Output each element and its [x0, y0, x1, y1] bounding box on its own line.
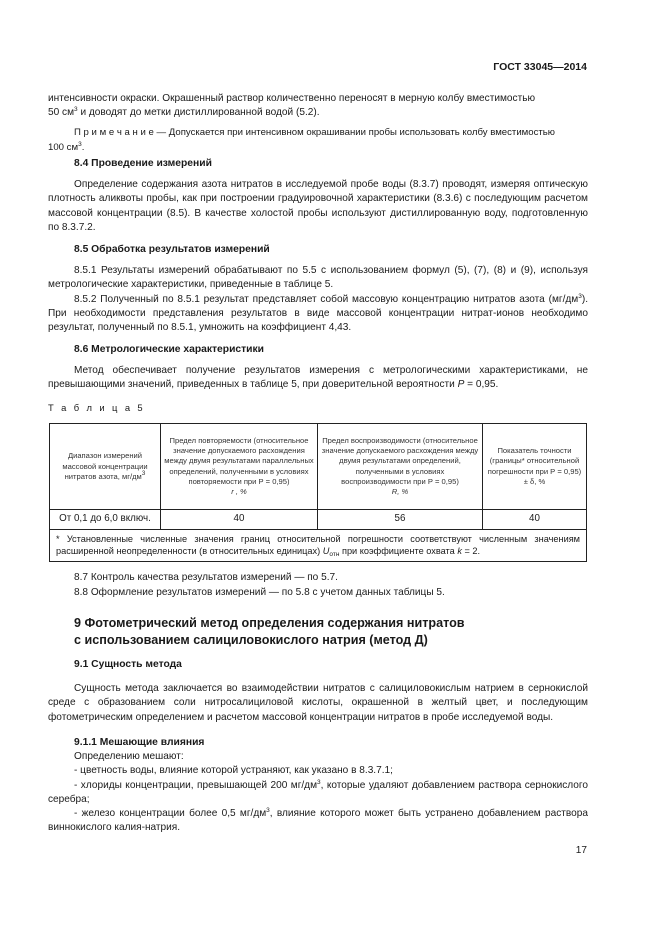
table-caption: Т а б л и ц а 5 [48, 402, 146, 413]
cell-delta: 40 [483, 510, 587, 529]
col-header-accuracy: Показатель точности (границы* относительной погрешности при Р = 0,95) ± δ, % [483, 424, 587, 510]
table-5 [49, 423, 587, 561]
section-9-1-1-lead: Определению мешают: [74, 751, 184, 763]
col-header-range: Диапазон измерений массовой концентрации нитратов азота, $мг/дм^3$ [50, 424, 161, 510]
section-9-title [48, 615, 588, 649]
intro-block [48, 92, 588, 155]
cell-R: 56 [318, 510, 483, 529]
section-8-8: 8.8 Оформление результатов измерений — по 5.8 с учетом данных таблицы 5. [74, 587, 445, 599]
section-8-6-text: Метод обеспечивает получение результатов измерения с метрологическими характеристиками, не превышающими значений, приведенных в таблице 5, при доверительной вероятности P = 0,95. [48, 365, 588, 391]
section-8-5 [48, 243, 588, 335]
section-8-5-1: 8.5.1 Результаты измерений обрабатывают по 5.5 с использованием формул (5), (7), (8) и (9), используя метрологические характеристики, приведенные в таблице 5. [48, 265, 588, 291]
section-8-6-heading: 8.6 Метрологические характеристики [74, 344, 264, 355]
table-5-block [48, 401, 588, 562]
section-9-1-1-heading: 9.1.1 Мешающие влияния [74, 737, 205, 748]
document-code: ГОСТ 33045—2014 [493, 61, 587, 73]
section-9-1 [48, 658, 588, 725]
interference-item-3: - железо концентрации более 0,5 $мг/дм^3$, влияние которого может быть устранено добавлением раствора виннокислого калия-натрия. [48, 807, 588, 834]
table-row [50, 510, 587, 529]
section-9-1-1 [48, 736, 588, 835]
interference-item-1: - цветность воды, влияние которой устраняют, как указано в 8.3.7.1; [74, 765, 393, 777]
page-number: 17 [575, 845, 587, 856]
cell-range: От 0,1 до 6,0 включ. [50, 510, 161, 529]
section-9-title-line-1: 9 Фотометрический метод определения содержания нитратов [74, 616, 465, 630]
section-8-7: 8.7 Контроль качества результатов измерений — по 5.7. [74, 572, 338, 583]
section-8-4-text: Определение содержания азота нитратов в исследуемой пробе воды (8.3.7) проводят, измеряя оптическую плотность аликвоты пробы, как при построении градуировочной характеристики (8.3.6) с последующим расчетом массовой концентрации (8.5). В качестве холостой пробы используют дистиллированную воду, подготовленную по 8.3.7.2. [48, 179, 588, 233]
col-header-reproducibility: Предел воспроизводимости (относительное значение допускаемого расхождения между двумя результатами определений, полученными в условиях воспроизводимости при Р = 0,95) R, % [318, 424, 483, 510]
intro-note: П р и м е ч а н и е — Допускается при интенсивном окрашивании пробы использовать колбу вместимостью [74, 127, 555, 139]
section-8-5-heading: 8.5 Обработка результатов измерений [74, 244, 270, 255]
section-9-title-line-2: с использованием салициловокислого натрия (метод Д) [74, 633, 428, 647]
intro-text: интенсивности окраски. Окрашенный раствор количественно переносят в мерную колбу вместимостью 50 $см^3$ и доводят до метки дистиллированной водой (5.2). [48, 93, 536, 119]
col-header-repeatability: Предел повторяемости (относительное значение допускаемого расхождения между двумя результатами параллельных определений, полученными в условиях повторяемости при Р = 0,95) r , % [161, 424, 318, 510]
table-footnote: * Установленные численные значения границ относительной погрешности соответствуют численным значениям расширенной неопределенности (в относительных единицах) $U_{отн}$ при коэффициенте охвата k = 2. [50, 529, 587, 561]
table-header-row [50, 424, 587, 510]
section-8-5-2: 8.5.2 Полученный по 8.5.1 результат представляет собой массовую концентрацию нитратов азота $(мг/дм^3)$. При необходимости представления результатов в виде массовой концентрации нитрат-ионов необходимо результат, полученный по 8.5.1, умножить на коэффициент 4,43. [48, 292, 588, 334]
section-8-4-heading: 8.4 Проведение измерений [74, 158, 212, 169]
section-9-1-text: Сущность метода заключается во взаимодействии нитратов с салициловокислым натрием в сернокислой среде с образованием соли нитросалициловой кислоты, окрашенной в желтый цвет, и последующим фотометрическим определением и расчетом массовой концентрации нитратов в пробе исследуемой воды. [48, 683, 588, 723]
cell-r: 40 [161, 510, 318, 529]
section-9-1-heading: 9.1 Сущность метода [74, 659, 182, 670]
section-8-4 [48, 157, 588, 235]
sections-8-7-8-8 [48, 571, 588, 600]
table-footnote-row [50, 529, 587, 561]
interference-item-2: - хлориды концентрации, превышающей 200 $мг/дм^3$, которые удаляют добавлением раствора сернокислого серебра; [48, 778, 588, 805]
section-8-6 [48, 343, 588, 393]
intro-note-cont: 100 $см^3$. [48, 140, 85, 153]
